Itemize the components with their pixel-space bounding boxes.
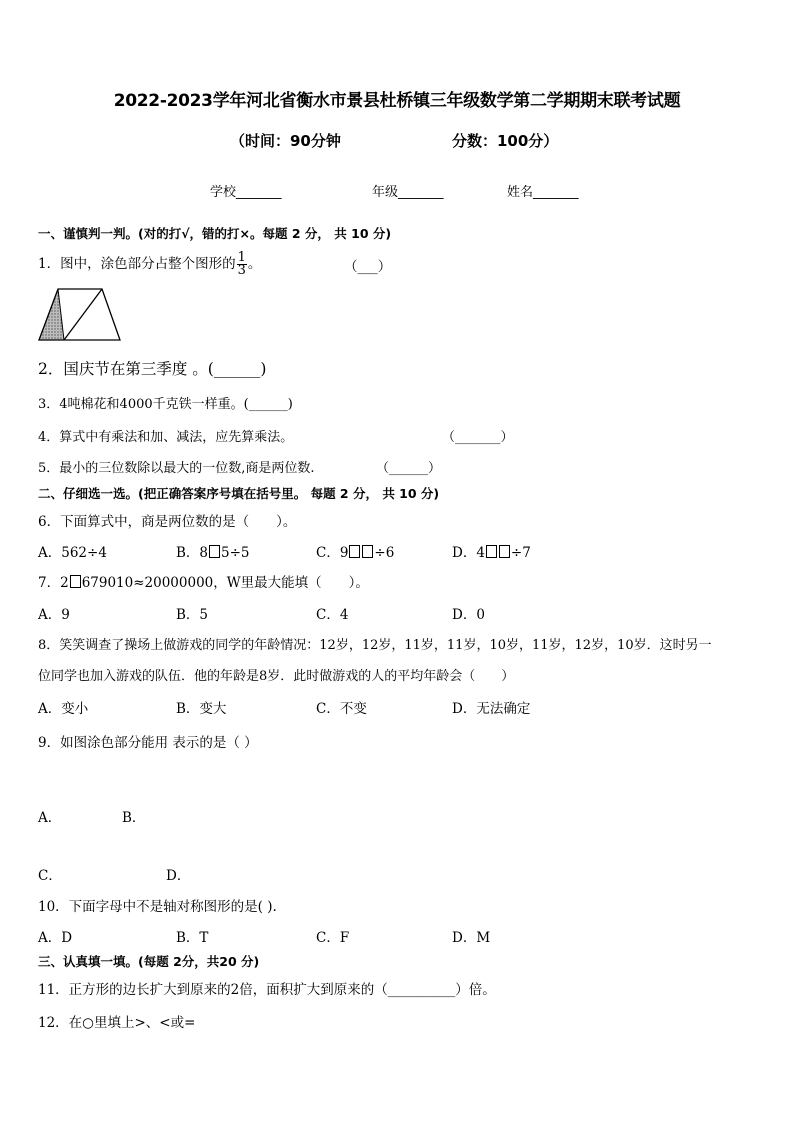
q7-option-d: D．0 — [452, 607, 485, 623]
q8-option-b: B．变大 — [176, 701, 227, 717]
q7-option-b: B．5 — [176, 607, 209, 623]
q1-text: 1．图中，涂色部分占整个图形的 — [38, 256, 236, 272]
q9-option-a: A． — [38, 810, 62, 826]
q9-option-b: B． — [122, 810, 146, 826]
q10-option-a: A．D — [38, 930, 73, 946]
parallelogram-figure — [36, 286, 124, 344]
q10-option-d: D．M — [452, 930, 491, 946]
q4-answer-blank: （_______） — [442, 430, 514, 445]
question-8-line1: 8．笑笑调查了操场上做游戏的同学的年龄情况：12岁，12岁，11岁，11岁，10岁，11岁，12岁，10岁．这时另一 — [38, 638, 712, 653]
blank-box — [70, 575, 81, 588]
q1-answer-blank: （___） — [344, 259, 392, 275]
q6-option-a: A．562÷4 — [38, 545, 107, 561]
blank-box — [499, 545, 510, 558]
blank-box — [209, 545, 220, 558]
shaded-triangle — [39, 289, 64, 340]
blank-box — [349, 545, 360, 558]
question-2: 2．国庆节在第三季度 。(______) — [38, 360, 267, 378]
question-10: 10．下面字母中不是轴对称图形的是( ). — [38, 899, 277, 915]
q9-option-d: D． — [166, 868, 191, 884]
grade-field: 年级_______ — [372, 185, 444, 200]
q10-option-b: B．T — [176, 930, 209, 946]
question-5: 5．最小的三位数除以最大的一位数,商是两位数. — [38, 461, 315, 476]
q6-option-c: C．9 ÷6 — [316, 545, 395, 561]
section3-heading: 三、认真填一填。(每题 2分，共20 分) — [38, 954, 260, 969]
exam-time: （时间：90分钟 — [230, 132, 341, 150]
q9-option-c: C． — [38, 868, 62, 884]
blank-box — [362, 545, 373, 558]
section2-heading: 二、仔细选一选。(把正确答案序号填在括号里。 每题 2 分， 共 10 分) — [38, 486, 440, 501]
question-11: 11．正方形的边长扩大到原来的2倍，面积扩大到原来的（__________）倍。 — [38, 982, 496, 998]
q8-option-a: A．变小 — [38, 701, 89, 717]
question-9: 9．如图涂色部分能用 表示的是（ ） — [38, 735, 258, 751]
q6-option-d: D．4 ÷7 — [452, 545, 531, 561]
question-4: 4．算式中有乘法和加、减法，应先算乘法。 — [38, 430, 294, 445]
q10-option-c: C．F — [316, 930, 350, 946]
page-title: 2022-2023学年河北省衡水市景县杜桥镇三年级数学第二学期期末联考试题 — [113, 91, 681, 111]
q7-option-a: A．9 — [38, 607, 70, 623]
question-8-line2: 位同学也加入游戏的队伍．他的年龄是8岁．此时做游戏的人的平均年龄会（ ） — [38, 669, 515, 684]
school-field: 学校_______ — [210, 185, 282, 200]
fraction-one-third: $\frac{1}{3}$ — [237, 250, 246, 278]
question-1: 1．图中，涂色部分占整个图形的 $\frac{1}{3}$ 。 — [38, 250, 262, 278]
question-12: 12．在○里填上>、<或= — [38, 1015, 196, 1031]
q8-option-c: C．不变 — [316, 701, 367, 717]
q7-option-c: C．4 — [316, 607, 349, 623]
section1-heading: 一、谨慎判一判。(对的打√，错的打×。每题 2 分， 共 10 分) — [38, 226, 392, 241]
question-3: 3．4吨棉花和4000千克铁一样重。(______) — [38, 397, 293, 412]
question-6: 6．下面算式中，商是两位数的是（ ）。 — [38, 514, 297, 530]
q6-option-b: B．8 5÷5 — [176, 545, 250, 561]
blank-box — [486, 545, 497, 558]
name-field: 姓名_______ — [507, 185, 579, 200]
question-7: 7．2 679010≈20000000，W里最大能填（ ）。 — [38, 575, 369, 591]
q5-answer-blank: （______） — [376, 461, 442, 476]
exam-score: 分数：100分） — [452, 132, 559, 150]
q8-option-d: D．无法确定 — [452, 701, 531, 717]
figure-diagonal — [64, 289, 102, 340]
